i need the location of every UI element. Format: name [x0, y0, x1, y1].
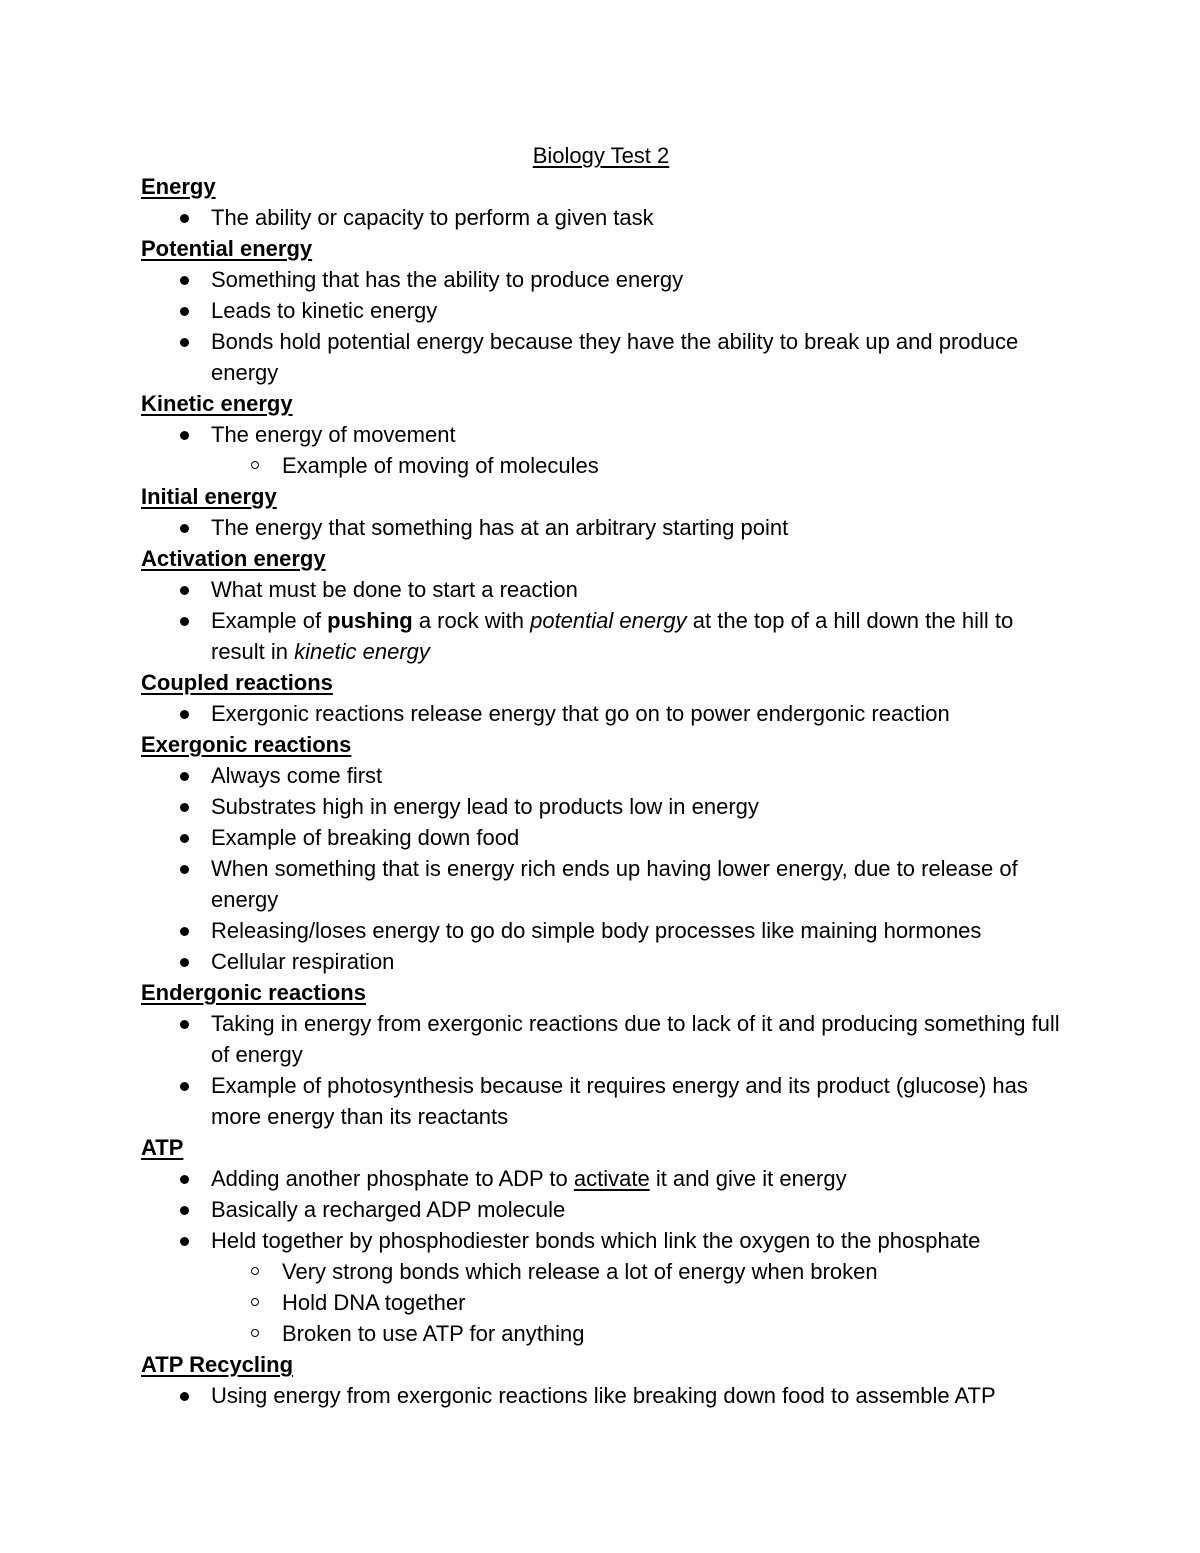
sub-list-item: Broken to use ATP for anything — [282, 1318, 1061, 1349]
bullet-list — [141, 1380, 1061, 1411]
list-item: Releasing/loses energy to go do simple body processes like maining hormones — [211, 915, 1061, 946]
bullet-list — [141, 419, 1061, 481]
sub-list-item: Hold DNA together — [282, 1287, 1061, 1318]
text-run: Example of — [211, 608, 328, 633]
section-endergonic-reactions — [141, 977, 1061, 1132]
bullet-list — [141, 698, 1061, 729]
list-item-text: The energy of movement — [211, 422, 456, 447]
list-item — [211, 1163, 1061, 1194]
document-page — [141, 140, 1061, 1411]
list-item: Exergonic reactions release energy that go on to power endergonic reaction — [211, 698, 1061, 729]
list-item: Something that has the ability to produce energy — [211, 264, 1061, 295]
section-heading: Potential energy — [141, 236, 313, 261]
text-run: at the top of a hill down the hill to result in — [211, 608, 1014, 664]
section-heading: Energy — [141, 174, 216, 199]
section-activation-energy — [141, 543, 1061, 667]
bullet-list — [141, 760, 1061, 977]
italic-text: potential energy — [530, 608, 687, 633]
section-energy — [141, 171, 1061, 233]
list-item: Substrates high in energy lead to products low in energy — [211, 791, 1061, 822]
section-heading: Initial energy — [141, 484, 277, 509]
section-exergonic-reactions — [141, 729, 1061, 977]
section-heading: Coupled reactions — [141, 670, 333, 695]
section-heading: Endergonic reactions — [141, 980, 366, 1005]
section-potential-energy — [141, 233, 1061, 388]
list-item-text: Held together by phosphodiester bonds which link the oxygen to the phosphate — [211, 1228, 981, 1253]
bullet-list — [141, 574, 1061, 667]
underlined-text: activate — [573, 1166, 650, 1191]
text-run: Adding another phosphate to ADP to — [211, 1166, 574, 1191]
list-item: When something that is energy rich ends up having lower energy, due to release of energy — [211, 853, 1061, 915]
bullet-list — [141, 1163, 1061, 1349]
list-item — [211, 1225, 1061, 1349]
list-item — [211, 419, 1061, 481]
list-item — [211, 605, 1061, 667]
sub-bullet-list — [211, 450, 1061, 481]
bullet-list — [141, 202, 1061, 233]
text-run: it and give it energy — [649, 1166, 847, 1191]
list-item: Always come first — [211, 760, 1061, 791]
list-item: The energy that something has at an arbitrary starting point — [211, 512, 1061, 543]
document-title: Biology Test 2 — [532, 143, 670, 168]
section-heading: Exergonic reactions — [141, 732, 352, 757]
section-heading: ATP — [141, 1135, 184, 1160]
section-kinetic-energy — [141, 388, 1061, 481]
bullet-list — [141, 1008, 1061, 1132]
sub-bullet-list — [211, 1256, 1061, 1349]
list-item: What must be done to start a reaction — [211, 574, 1061, 605]
list-item: The ability or capacity to perform a given task — [211, 202, 1061, 233]
section-coupled-reactions — [141, 667, 1061, 729]
text-run: a rock with — [412, 608, 531, 633]
list-item: Basically a recharged ADP molecule — [211, 1194, 1061, 1225]
list-item: Using energy from exergonic reactions like breaking down food to assemble ATP — [211, 1380, 1061, 1411]
list-item: Bonds hold potential energy because they have the ability to break up and produce energy — [211, 326, 1061, 388]
section-heading: Kinetic energy — [141, 391, 293, 416]
sub-list-item: Very strong bonds which release a lot of energy when broken — [282, 1256, 1061, 1287]
section-atp-recycling — [141, 1349, 1061, 1411]
bold-text: pushing — [327, 608, 413, 633]
list-item: Taking in energy from exergonic reactions due to lack of it and producing something full of energy — [211, 1008, 1061, 1070]
list-item: Example of breaking down food — [211, 822, 1061, 853]
section-heading: Activation energy — [141, 546, 326, 571]
section-initial-energy — [141, 481, 1061, 543]
section-heading: ATP Recycling — [141, 1352, 294, 1377]
bullet-list — [141, 512, 1061, 543]
sub-list-item: Example of moving of molecules — [282, 450, 1061, 481]
italic-text: kinetic energy — [294, 639, 430, 664]
bullet-list — [141, 264, 1061, 388]
list-item: Leads to kinetic energy — [211, 295, 1061, 326]
section-atp — [141, 1132, 1061, 1349]
list-item: Cellular respiration — [211, 946, 1061, 977]
list-item: Example of photosynthesis because it requires energy and its product (glucose) has more energy than its reactants — [211, 1070, 1061, 1132]
